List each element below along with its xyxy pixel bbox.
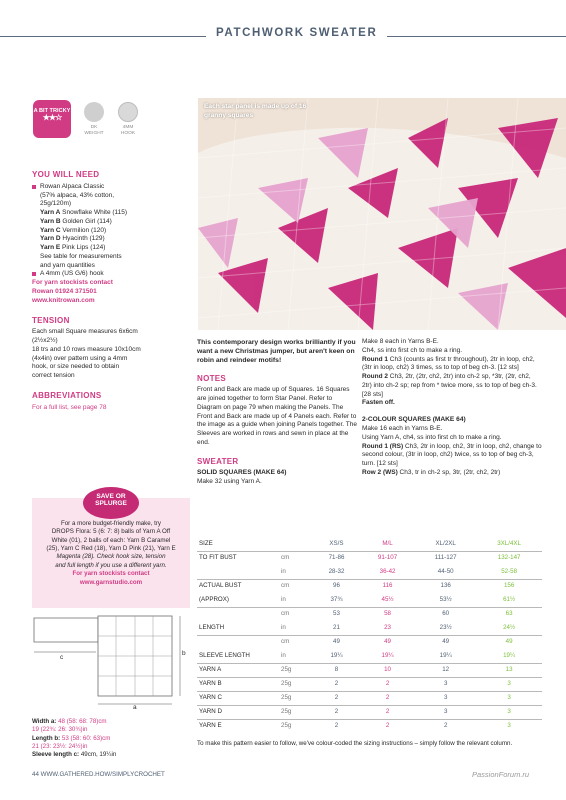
you-will-need-heading: YOU WILL NEED (32, 170, 100, 179)
cell: 136 (415, 579, 476, 593)
table-row (197, 649, 542, 663)
middle-column (197, 338, 357, 487)
row-label: YARN B (197, 677, 279, 691)
cell: 36-42 (379, 567, 396, 575)
round-text: Ch3, 2tr, (2tr, ch2, 2tr) into ch-2 sp, *3tr, (2tr, ch2, 2tr) into ch-2 sp; rep from * twice more, ss to top of beg ch-3. [28 sts] (362, 373, 537, 398)
cell: 19¼ (503, 651, 516, 659)
cell: 91-107 (360, 551, 415, 565)
table-row (197, 705, 542, 719)
measurements (32, 718, 190, 760)
alt-line: and full length if you use a different yarn. (55, 561, 167, 569)
length-inches: 21 (23: 23½: 24½)in (32, 743, 88, 751)
stockist-phone: Rowan 01924 371501 (32, 287, 97, 295)
table-row (197, 593, 542, 607)
row-unit: in (281, 623, 286, 631)
yarn-value: Snowflake White (115) (62, 209, 128, 217)
row-unit: 25g (279, 719, 313, 733)
cell: 2 (360, 719, 415, 733)
alt-line: (25), Yarn C Red (18), Yarn D Pink (21), Yarn E (46, 545, 176, 553)
round-1 (362, 356, 542, 374)
diagram-label-a: a (133, 704, 137, 711)
sweater-photo (198, 98, 566, 330)
row-label (197, 635, 279, 649)
instruction-line: Make 8 each in Yarns B-E. (362, 338, 439, 345)
tension-line: (4x4in) over pattern using a 4mm (32, 354, 128, 362)
alt-line: For a more budget-friendly make, try (60, 520, 162, 527)
stockist-link[interactable]: www.knitrowan.com (32, 296, 95, 304)
intro-text: This contemporary design works brilliantly if you want a new Christmas jumper, but aren't keen on robin and reindeer motifs! (197, 339, 356, 365)
skill-label: A BIT TRICKY (33, 108, 71, 114)
yarn-line: (57% alpaca, 43% cotton, (40, 191, 115, 199)
cell: 2 (360, 705, 415, 719)
two-colour-heading: 2-COLOUR SQUARES (MAKE 64) (362, 416, 466, 424)
cell: 2 (360, 677, 415, 691)
instruction-line: Using Yarn A, ch4, ss into first ch to make a ring. (362, 433, 502, 441)
instruction-line: Ch4, ss into first ch to make a ring. (362, 346, 463, 354)
yarn-key: Yarn D (40, 235, 61, 243)
cell: 96 (313, 579, 360, 593)
cell: 8 (313, 663, 360, 677)
cell: 53½ (439, 595, 452, 603)
row-label: (APPROX) (199, 595, 229, 603)
row-unit: in (281, 595, 286, 603)
badge-line: HOOK (120, 130, 136, 136)
yarn-value: Golden Girl (114) (62, 217, 112, 225)
page-title: PATCHWORK SWEATER (206, 26, 387, 42)
notes-heading: NOTES (197, 373, 227, 383)
yarn-color (40, 235, 190, 244)
cell: 23½ (439, 623, 452, 631)
round-label: Round 1 (RS) (362, 442, 404, 450)
yarn-line: 25g/120m) (40, 200, 72, 208)
cell: 19¼ (330, 651, 343, 659)
size-col-4: 3XL/4XL (497, 539, 521, 547)
table-row (197, 663, 542, 677)
cell: 49 (313, 635, 360, 649)
length-value: 53 (58: 60: 63)cm (61, 734, 111, 742)
cell: 24½ (503, 623, 516, 631)
badge-line: SAVE OR (96, 493, 126, 500)
row-unit: cm (279, 579, 313, 593)
yarn-color (40, 209, 190, 218)
cell: 37¾ (330, 595, 343, 603)
page-folio: 44 WWW.GATHERED.HOW/SIMPLYCROCHET (32, 771, 165, 778)
row-label: ACTUAL BUST (197, 579, 279, 593)
cell: 3 (415, 705, 476, 719)
row-2-ws (362, 469, 542, 478)
notes-text: Front and Back are made up of Squares. 16 Squares are joined together to form Star Panel. Refer to Diagram on page 79 when making the Panels. The Front and Back are made up of 4 Panels each. Refer to the image as a guide when joining Panels together. The Sleeves are worked in rows and sewn in place at the end. (197, 386, 357, 446)
hook-size-badge (114, 102, 142, 136)
round-label: Round 2 (362, 373, 388, 381)
yarn-value: Vermilion (120) (62, 226, 107, 234)
tension-heading: TENSION (32, 315, 70, 325)
cell: 49 (415, 635, 476, 649)
sleeve-label: Sleeve length c: (32, 751, 80, 759)
row-unit: cm (279, 607, 313, 621)
table-row (197, 691, 542, 705)
cell: 44-50 (437, 567, 454, 575)
row-label: YARN A (197, 663, 279, 677)
cell: 132-147 (476, 551, 542, 565)
round-label: Row 2 (WS) (362, 468, 398, 476)
left-column (32, 170, 190, 412)
yarn-weight-badge (80, 102, 108, 136)
row-unit: in (281, 567, 286, 575)
sweater-diagram (32, 612, 190, 712)
cell: 3 (476, 705, 542, 719)
row-unit: 25g (279, 705, 313, 719)
photo-caption: Each star panel is made up of 16 granny squares (204, 103, 307, 119)
badge-line: 4MM (122, 125, 134, 130)
stockist-line: For yarn stockists contact (32, 279, 113, 287)
cell: 63 (476, 607, 542, 621)
cell: 111-127 (415, 551, 476, 565)
instruction-line: Make 16 each in Yarns B-E. (362, 425, 443, 433)
skill-badge (33, 100, 71, 138)
row-unit: 25g (279, 663, 313, 677)
watermark: PassionForum.ru (472, 770, 530, 779)
row-unit: 25g (279, 677, 313, 691)
yarn-color (40, 227, 190, 236)
row-label: YARN E (197, 719, 279, 733)
yarn-line: Rowan Alpaca Classic (40, 182, 105, 190)
size-col-3: XL/2XL (435, 539, 456, 547)
cell: 28-32 (328, 567, 345, 575)
round-label: Round 1 (362, 355, 388, 363)
table-row (197, 677, 542, 691)
table-row (197, 579, 542, 593)
size-col-1: XS/S (329, 539, 344, 547)
table-row (197, 565, 542, 579)
hook-item (32, 270, 190, 279)
cell: 3 (476, 677, 542, 691)
table-header-row (197, 537, 542, 551)
cell: 19¼ (381, 651, 394, 659)
size-header: SIZE (199, 539, 213, 547)
cell: 19¼ (439, 651, 452, 659)
star-rating-icon: ★★☆ (42, 113, 62, 123)
cell: 2 (415, 719, 476, 733)
alt-stockist-link[interactable]: www.garnstudio.com (79, 578, 143, 586)
cell: 60 (415, 607, 476, 621)
cell: 52-58 (501, 567, 518, 575)
alt-line: Magenta (28). Check hook size, tension (56, 553, 166, 561)
sweater-heading: SWEATER (197, 456, 239, 466)
cell: 2 (360, 691, 415, 705)
cell: 116 (360, 579, 415, 593)
yarn-item (32, 183, 190, 271)
yarn-key: Yarn C (40, 226, 61, 234)
yarn-key: Yarn B (40, 217, 61, 225)
schematic-drawing (32, 612, 190, 712)
solid-squares-heading: SOLID SQUARES (MAKE 64) (197, 469, 287, 477)
abbreviations-ref: For a full list, see page 78 (32, 403, 107, 411)
yarn-key: Yarn A (40, 209, 61, 217)
round-1-rs (362, 443, 542, 469)
row-label: LENGTH (199, 623, 225, 631)
diagram-label-b: b (182, 650, 186, 657)
hook-text: A 4mm (US G/6) hook (40, 270, 104, 278)
cell: 45½ (381, 595, 394, 603)
row-unit: 25g (279, 691, 313, 705)
cell: 3 (476, 719, 542, 733)
row-label (197, 565, 279, 579)
bullet-icon (32, 272, 36, 276)
tension-line: Each small Square measures 6x6cm (32, 328, 138, 336)
tension-line: correct tension (32, 372, 75, 380)
row-unit: in (281, 651, 286, 659)
cell: 13 (476, 663, 542, 677)
round-text: Ch3 (counts as first tr throughout), 2tr in loop, ch2, (3tr in loop, ch2) 3 times, ss to top of beg ch-3. [12 sts] (362, 355, 535, 372)
badge-line: DK (90, 125, 98, 130)
row-label (197, 607, 279, 621)
cell: 156 (476, 579, 542, 593)
row-label: SLEEVE LENGTH (199, 651, 250, 659)
alt-line: White (01), 2 balls of each: Yarn B Caramel (51, 536, 171, 544)
cell: 58 (360, 607, 415, 621)
tension-line: 18 trs and 10 rows measure 10x10cm (32, 345, 141, 353)
cell: 53 (313, 607, 360, 621)
colour-code-note: To make this pattern easier to follow, we've colour-coded the sizing instructions – simply follow the relevant column. (197, 740, 513, 747)
tension-line: hook, or size needed to obtain (32, 363, 120, 371)
cell: 71-86 (313, 551, 360, 565)
cell: 2 (313, 691, 360, 705)
cell: 12 (415, 663, 476, 677)
diagram-label-c: c (60, 654, 64, 661)
granny-square-pattern (198, 98, 566, 330)
size-col-2: M/L (382, 539, 393, 547)
yarn-color (40, 218, 190, 227)
table-row (197, 719, 542, 733)
cell: 10 (360, 663, 415, 677)
yarn-ball-icon (84, 102, 104, 122)
table-row (197, 607, 542, 621)
save-or-splurge-badge (83, 487, 139, 519)
see-table-note: and yarn quantities (40, 261, 95, 269)
table-row (197, 635, 542, 649)
row-unit: cm (279, 635, 313, 649)
width-inches: 19 (22¾: 26: 30¾)in (32, 726, 88, 734)
round-text: Ch3, tr in ch-2 sp, 3tr, (2tr, ch2, 2tr) (397, 468, 501, 476)
badge-line: WEIGHT (84, 130, 104, 136)
row-label: TO FIT BUST (197, 551, 279, 565)
hook-icon (118, 102, 138, 122)
width-value: 48 (58: 68: 78)cm (58, 718, 107, 725)
tension-line: (2½x2½) (32, 337, 58, 345)
fasten-off: Fasten off. (362, 399, 395, 407)
cell: 49 (476, 635, 542, 649)
yarn-color (40, 244, 190, 253)
cell: 3 (415, 677, 476, 691)
yarn-value: Pink Lips (124) (62, 244, 106, 252)
row-label: YARN D (197, 705, 279, 719)
solid-squares-text: Make 32 using Yarn A. (197, 478, 262, 486)
cell: 49 (360, 635, 415, 649)
cell: 23 (384, 623, 391, 631)
cell: 3 (476, 691, 542, 705)
cell: 2 (313, 719, 360, 733)
see-table-note: See table for measurements (40, 252, 122, 260)
yarn-key: Yarn E (40, 244, 61, 252)
table-row (197, 621, 542, 635)
bullet-icon (32, 185, 36, 189)
alt-line: DROPS Flora: 5 (6: 7: 8) balls of Yarn A Off (51, 528, 171, 536)
round-2 (362, 373, 542, 399)
cell: 3 (415, 691, 476, 705)
yarn-value: Hyacinth (129) (62, 235, 105, 243)
alt-stockist-line: For yarn stockists contact (72, 570, 150, 578)
length-label: Length b: (32, 734, 61, 742)
round-text: Ch3, 2tr in loop, ch2, 3tr in loop, ch2, change to second colour, (3tr in loop, ch2) twice, ss to top of beg ch-3, turn. [12 sts] (362, 442, 542, 468)
width-label: Width a: (32, 718, 57, 725)
cell: 2 (313, 677, 360, 691)
cell: 21 (333, 623, 340, 631)
right-column (362, 338, 542, 478)
table-row (197, 551, 542, 565)
cell: 61½ (503, 595, 516, 603)
badge-line: SPLURGE (95, 499, 127, 507)
cell: 2 (313, 705, 360, 719)
abbreviations-heading: ABBREVIATIONS (32, 390, 102, 400)
size-table (197, 537, 542, 733)
row-label: YARN C (197, 691, 279, 705)
sleeve-value: 49cm, 19¼in (80, 751, 117, 759)
row-unit: cm (279, 551, 313, 565)
